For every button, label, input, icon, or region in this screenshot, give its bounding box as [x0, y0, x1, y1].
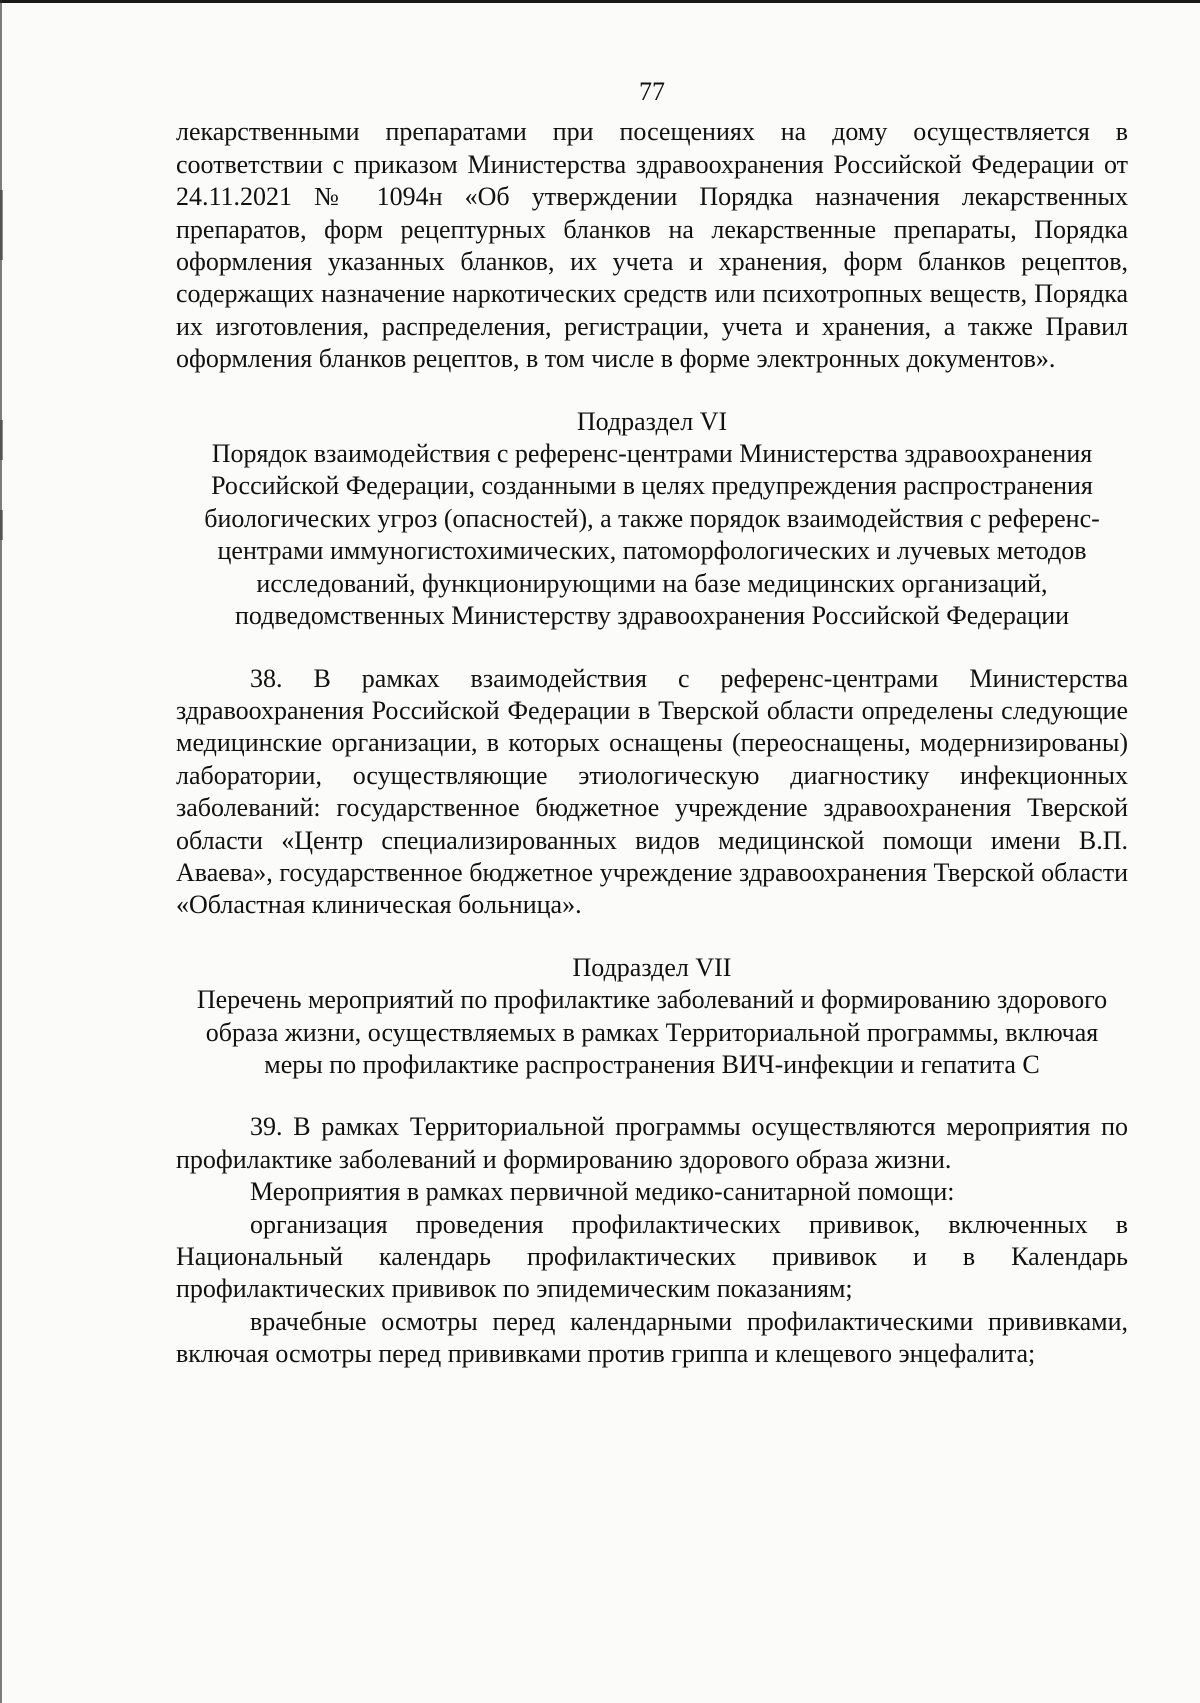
paragraph-prescriptions: лекарственными препаратами при посещениях на дому осуществляется в соответствии с приказом Министерства здравоохранения Российской Федерации от 24.11.2021 № 1094н «Об утверждении Порядка назначения лекарственных препаратов, форм рецептурных бланков на лекарственные препараты, Порядка оформления указанных бланков, их учета и хранения, форм бланков рецептов, содержащих назначение наркотических средств или психотропных веществ, Порядка их изготовления, распределения, регистрации, учета и хранения, а также Правил оформления бланков рецептов, в том числе в форме электронных документов».	[176, 117, 1128, 374]
subsection-6-heading: Подраздел VI	[576, 406, 728, 436]
subsection-6-title: Порядок взаимодействия с референс-центрами Министерства здравоохранения Российской Федерации, созданными в целях предупреждения распространения биологических угроз (опасностей), а также порядок взаимодействия с референс-центрами иммуногистохимических, патоморфологических и лучевых методов исследований, функционирующими на базе медицинских организаций, подведомственных Министерству здравоохранения Российской Федерации	[204, 439, 1100, 631]
spacer	[176, 376, 1128, 406]
margin-mark	[0, 420, 3, 460]
scan-edge-top	[0, 0, 1200, 3]
margin-mark	[0, 510, 3, 540]
paragraph-39: 39. В рамках Территориальной программы осуществляются мероприятия по профилактике заболеваний и формированию здорового образа жизни.	[176, 1112, 1128, 1174]
subsection-7-heading: Подраздел VII	[572, 952, 732, 982]
spacer	[176, 633, 1128, 663]
subsection-7-title: Перечень мероприятий по профилактике заболеваний и формированию здорового образа жизни, осуществляемых в рамках Территориальной программы, включая меры по профилактике распространения ВИЧ-инфекции и гепатита С	[196, 985, 1108, 1079]
paragraph-38: 38. В рамках взаимодействия с референс-центрами Министерства здравоохранения Российской Федерации в Тверской области определены следующие медицинские организации, в которых оснащены (переоснащены, модернизированы) лаборатории, осуществляющие этиологическую диагностику инфекционных заболеваний: государственное бюджетное учреждение здравоохранения Тверской области «Центр специализированных видов медицинской помощи имени В.П. Аваева», государственное бюджетное учреждение здравоохранения Тверской области «Областная клиническая больница».	[176, 663, 1128, 920]
document-body	[176, 76, 1128, 1371]
paragraph-primary-care: Мероприятия в рамках первичной медико-санитарной помощи:	[250, 1177, 955, 1207]
page-number: 77	[639, 77, 665, 106]
spacer	[176, 922, 1128, 952]
paragraph-medical-exams: врачебные осмотры перед календарными профилактическими прививками, включая осмотры перед прививками против гриппа и клещевого энцефалита;	[176, 1306, 1128, 1369]
margin-mark	[0, 190, 3, 260]
paragraph-vaccination: организация проведения профилактических прививок, включенных в Национальный календарь профилактических прививок и в Календарь профилактических прививок по эпидемическим показаниям;	[176, 1209, 1128, 1304]
spacer	[176, 1081, 1128, 1111]
